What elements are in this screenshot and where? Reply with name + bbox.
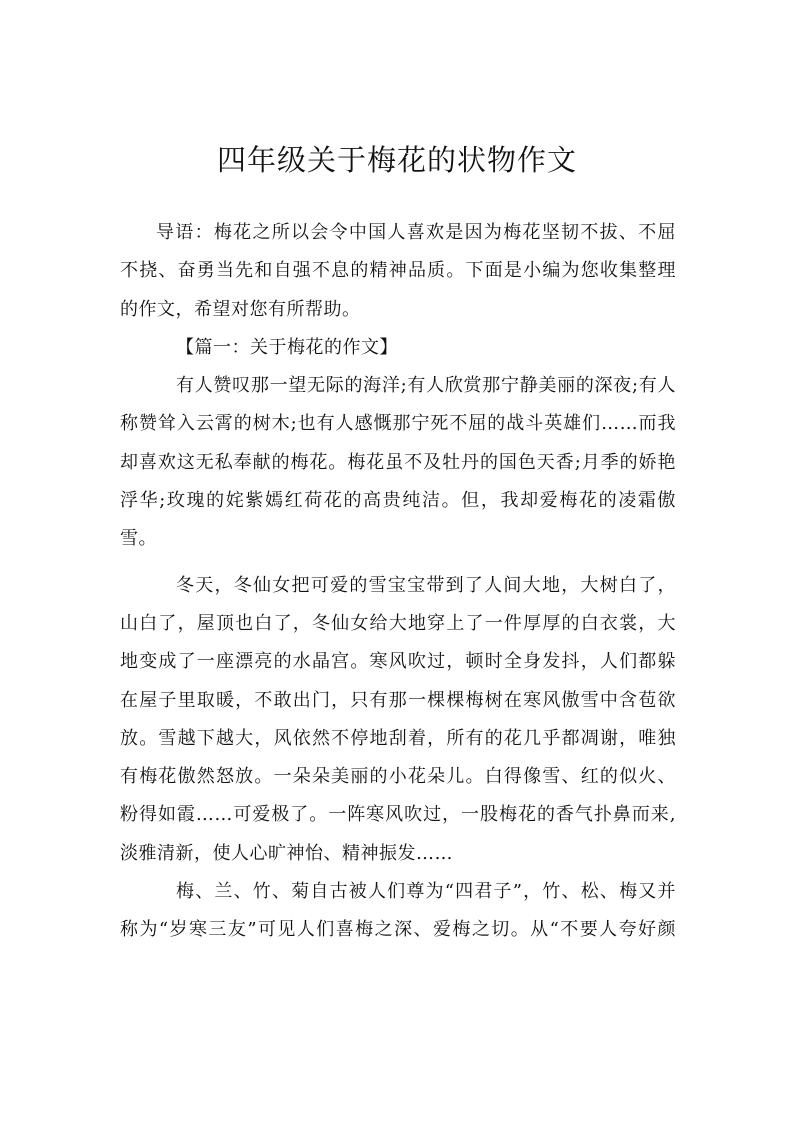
document-body xyxy=(120,214,676,950)
paragraph-line: 有梅花傲然怒放。一朵朵美丽的小花朵儿。白得像雪、红的似火、 xyxy=(120,766,676,788)
section-heading: 【篇一：关于梅花的作文】 xyxy=(176,336,398,358)
paragraph-line: 冬天，冬仙女把可爱的雪宝宝带到了人间大地，大树白了， xyxy=(176,574,676,596)
intro-line: 不挠、奋勇当先和自强不息的精神品质。下面是小编为您收集整理 xyxy=(120,260,676,282)
paragraph-line: 梅、兰、竹、菊自古被人们尊为“四君子”，竹、松、梅又并 xyxy=(176,881,676,903)
paragraph-spacer xyxy=(120,559,676,567)
intro-line: 导语：梅花之所以会令中国人喜欢是因为梅花坚韧不拔、不屈 xyxy=(156,222,676,243)
paragraph-line: 称为“岁寒三友”可见人们喜梅之深、爱梅之切。从“不要人夸好颜 xyxy=(120,919,676,941)
paragraph-line: 浮华;玫瑰的姹紫嫣红荷花的高贵纯洁。但，我却爱梅花的凌霜傲 xyxy=(120,490,676,512)
paragraph-line: 在屋子里取暖，不敢出门，只有那一棵棵梅树在寒风傲雪中含苞欲 xyxy=(120,689,676,711)
paragraph-line: 却喜欢这无私奉献的梅花。梅花虽不及牡丹的国色天香;月季的娇艳 xyxy=(120,451,676,473)
paragraph-line: 雪。 xyxy=(120,528,157,550)
paragraph-line: 粉得如霞……可爱极了。一阵寒风吹过，一股梅花的香气扑鼻而来, xyxy=(120,804,676,826)
paragraph-line: 有人赞叹那一望无际的海洋;有人欣赏那宁静美丽的深夜;有人 xyxy=(176,375,676,397)
document-title: 四年级关于梅花的状物作文 xyxy=(216,143,577,177)
paragraph-line: 称赞耸入云霄的树木;也有人感慨那宁死不屈的战斗英雄们……而我 xyxy=(120,413,676,435)
paragraph-line: 放。雪越下越大，风依然不停地刮着，所有的花几乎都凋谢，唯独 xyxy=(120,727,676,749)
paragraph-line: 淡雅清新，使人心旷神怡、精神振发…… xyxy=(120,842,453,864)
paragraph-line: 地变成了一座漂亮的水晶宫。寒风吹过，顿时全身发抖，人们都躲 xyxy=(120,651,676,673)
paragraph-line: 山白了，屋顶也白了，冬仙女给大地穿上了一件厚厚的白衣裳，大 xyxy=(120,612,676,634)
intro-line: 的作文，希望对您有所帮助。 xyxy=(120,298,361,320)
